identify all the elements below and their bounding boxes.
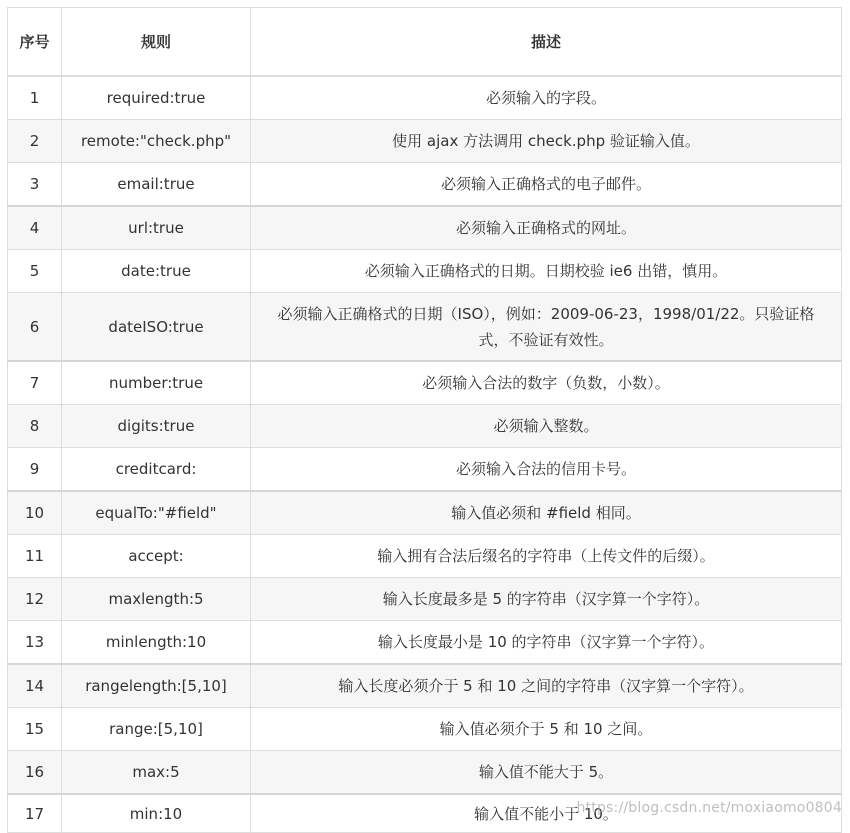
row-number: 10 bbox=[8, 491, 62, 535]
table-row bbox=[8, 751, 842, 795]
table-row bbox=[8, 361, 842, 405]
row-number: 7 bbox=[8, 361, 62, 405]
row-description: 输入值不能大于 5。 bbox=[251, 751, 842, 795]
row-rule: equalTo:"#field" bbox=[62, 491, 251, 535]
row-number: 1 bbox=[8, 76, 62, 120]
row-number: 13 bbox=[8, 621, 62, 665]
row-number: 9 bbox=[8, 448, 62, 492]
row-rule: accept: bbox=[62, 535, 251, 578]
row-number: 15 bbox=[8, 708, 62, 751]
row-rule: digits:true bbox=[62, 405, 251, 448]
row-description: 必须输入正确格式的网址。 bbox=[251, 206, 842, 250]
validation-rules-table bbox=[7, 7, 842, 833]
row-rule: email:true bbox=[62, 163, 251, 207]
row-description: 输入拥有合法后缀名的字符串（上传文件的后缀）。 bbox=[251, 535, 842, 578]
row-number: 12 bbox=[8, 578, 62, 621]
row-rule: number:true bbox=[62, 361, 251, 405]
table-row bbox=[8, 621, 842, 665]
table-row bbox=[8, 491, 842, 535]
row-number: 5 bbox=[8, 250, 62, 293]
row-description: 必须输入正确格式的日期。日期校验 ie6 出错，慎用。 bbox=[251, 250, 842, 293]
table-row bbox=[8, 250, 842, 293]
row-number: 11 bbox=[8, 535, 62, 578]
row-description: 输入值不能小于 10。 bbox=[251, 794, 842, 833]
row-description: 必须输入整数。 bbox=[251, 405, 842, 448]
table-row bbox=[8, 163, 842, 207]
row-description: 使用 ajax 方法调用 check.php 验证输入值。 bbox=[251, 120, 842, 163]
row-number: 6 bbox=[8, 293, 62, 362]
table-row bbox=[8, 206, 842, 250]
row-rule: dateISO:true bbox=[62, 293, 251, 362]
table-row bbox=[8, 708, 842, 751]
table-row bbox=[8, 405, 842, 448]
row-description: 输入长度最多是 5 的字符串（汉字算一个字符）。 bbox=[251, 578, 842, 621]
row-description: 必须输入的字段。 bbox=[251, 76, 842, 120]
row-number: 3 bbox=[8, 163, 62, 207]
row-description: 输入值必须介于 5 和 10 之间。 bbox=[251, 708, 842, 751]
table-header-row bbox=[8, 8, 842, 77]
row-rule: required:true bbox=[62, 76, 251, 120]
row-description: 输入长度最小是 10 的字符串（汉字算一个字符）。 bbox=[251, 621, 842, 665]
row-description bbox=[251, 293, 842, 362]
row-rule: maxlength:5 bbox=[62, 578, 251, 621]
row-number: 16 bbox=[8, 751, 62, 795]
rules-table-container bbox=[7, 7, 841, 833]
table-row bbox=[8, 535, 842, 578]
table-row bbox=[8, 120, 842, 163]
header-description: 描述 bbox=[251, 8, 842, 77]
row-description: 必须输入合法的信用卡号。 bbox=[251, 448, 842, 492]
watermark: https://blog.csdn.net/moxiaomo0804 bbox=[576, 800, 842, 816]
row-number: 8 bbox=[8, 405, 62, 448]
row-description-text: 必须输入正确格式的日期（ISO），例如：2009-06-23，1998/01/22。只验证格式，不验证有效性。 bbox=[277, 304, 815, 349]
row-rule: remote:"check.php" bbox=[62, 120, 251, 163]
table-row bbox=[8, 664, 842, 708]
header-rule: 规则 bbox=[62, 8, 251, 77]
table-row bbox=[8, 293, 842, 362]
table-row bbox=[8, 448, 842, 492]
row-description: 必须输入合法的数字（负数，小数）。 bbox=[251, 361, 842, 405]
row-rule: url:true bbox=[62, 206, 251, 250]
header-number: 序号 bbox=[8, 8, 62, 77]
row-rule: min:10 bbox=[62, 794, 251, 833]
row-rule: date:true bbox=[62, 250, 251, 293]
row-description: 必须输入正确格式的电子邮件。 bbox=[251, 163, 842, 207]
table-row bbox=[8, 578, 842, 621]
row-description: 输入值必须和 #field 相同。 bbox=[251, 491, 842, 535]
row-rule: range:[5,10] bbox=[62, 708, 251, 751]
row-rule: max:5 bbox=[62, 751, 251, 795]
row-rule: rangelength:[5,10] bbox=[62, 664, 251, 708]
row-rule: minlength:10 bbox=[62, 621, 251, 665]
table-row bbox=[8, 76, 842, 120]
row-description: 输入长度必须介于 5 和 10 之间的字符串（汉字算一个字符）。 bbox=[251, 664, 842, 708]
row-number: 4 bbox=[8, 206, 62, 250]
row-number: 14 bbox=[8, 664, 62, 708]
row-rule: creditcard: bbox=[62, 448, 251, 492]
row-number: 2 bbox=[8, 120, 62, 163]
row-number: 17 bbox=[8, 794, 62, 833]
